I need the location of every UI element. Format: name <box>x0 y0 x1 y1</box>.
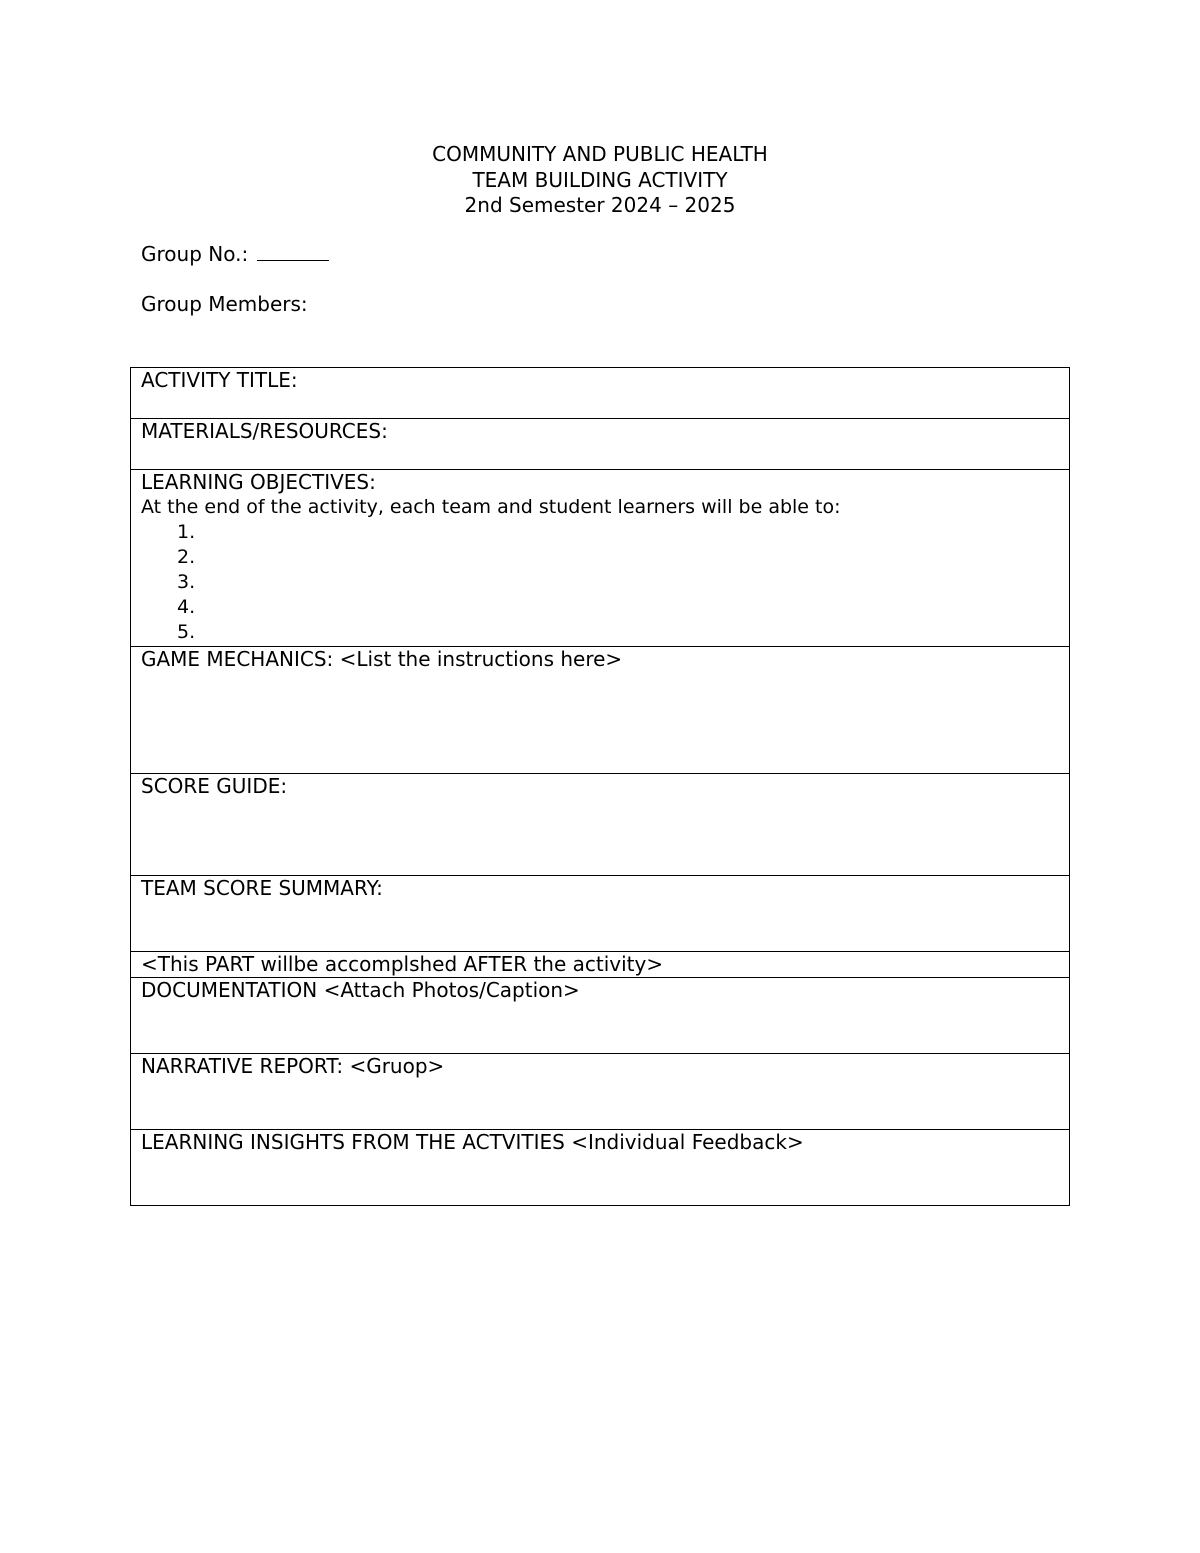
learning-insights-label: LEARNING INSIGHTS FROM THE ACTVITIES <Individual Feedback> <box>141 1130 804 1154</box>
materials-cell[interactable] <box>131 419 1070 470</box>
header-line-1: COMMUNITY AND PUBLIC HEALTH <box>432 142 768 166</box>
objective-item: 1. <box>177 521 196 543</box>
team-score-summary-label: TEAM SCORE SUMMARY: <box>141 876 383 900</box>
row-learning-insights <box>131 1130 1070 1206</box>
objective-item: 3. <box>177 571 196 593</box>
documentation-cell[interactable] <box>131 978 1070 1054</box>
documentation-label: DOCUMENTATION <Attach Photos/Caption> <box>141 978 580 1002</box>
learning-objectives-cell[interactable] <box>131 470 1070 647</box>
learning-objectives-label: LEARNING OBJECTIVES: <box>141 470 376 494</box>
team-score-summary-cell[interactable] <box>131 876 1070 952</box>
row-activity-title <box>131 368 1070 419</box>
score-guide-label: SCORE GUIDE: <box>141 774 288 798</box>
group-no-blank[interactable] <box>257 242 329 261</box>
header-line-2: TEAM BUILDING ACTIVITY <box>472 167 728 192</box>
row-learning-objectives <box>131 470 1070 647</box>
row-score-guide <box>131 774 1070 876</box>
row-documentation <box>131 978 1070 1054</box>
activity-form-table <box>130 367 1070 1206</box>
objective-item: 4. <box>177 596 196 618</box>
row-narrative-report <box>131 1054 1070 1130</box>
learning-insights-cell[interactable] <box>131 1130 1070 1206</box>
activity-title-label: ACTIVITY TITLE: <box>141 368 298 392</box>
after-note-label: <This PART willbe accomplshed AFTER the activity> <box>141 952 664 976</box>
row-materials <box>131 419 1070 470</box>
learning-objectives-intro: At the end of the activity, each team and student learners will be able to: <box>141 496 841 518</box>
objective-item: 5. <box>177 621 196 643</box>
group-members-label: Group Members: <box>141 292 308 316</box>
game-mechanics-cell[interactable] <box>131 647 1070 774</box>
after-note-cell <box>131 952 1070 978</box>
narrative-report-cell[interactable] <box>131 1054 1070 1130</box>
header-line-3: 2nd Semester 2024 – 2025 <box>464 193 736 217</box>
group-members-row <box>141 292 308 317</box>
row-team-score-summary <box>131 876 1070 952</box>
materials-label: MATERIALS/RESOURCES: <box>141 419 388 443</box>
group-no-label: Group No.: <box>141 242 249 266</box>
row-after-note <box>131 952 1070 978</box>
row-game-mechanics <box>131 647 1070 774</box>
document-header <box>0 142 1200 219</box>
group-no-row <box>141 242 329 267</box>
score-guide-cell[interactable] <box>131 774 1070 876</box>
game-mechanics-label: GAME MECHANICS: <List the instructions here> <box>141 647 623 671</box>
objectives-list <box>141 520 1059 645</box>
activity-title-cell[interactable] <box>131 368 1070 419</box>
narrative-report-label: NARRATIVE REPORT: <Gruop> <box>141 1054 445 1078</box>
objective-item: 2. <box>177 546 196 568</box>
